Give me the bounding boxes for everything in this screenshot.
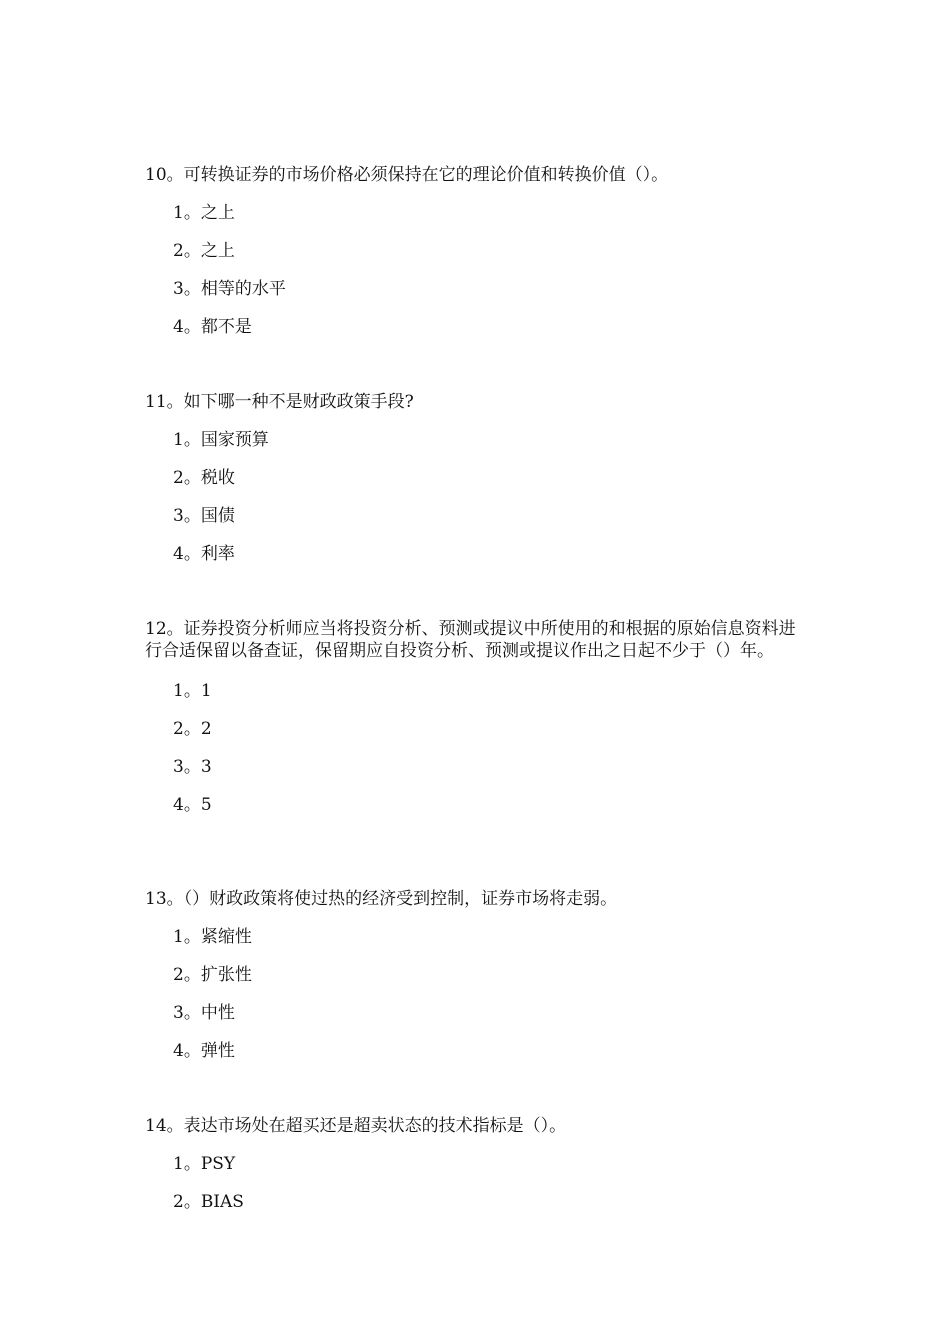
option-list — [145, 926, 805, 1062]
option-item: 4。利率 — [173, 544, 235, 564]
option-list — [145, 1153, 805, 1213]
option-item: 2。税收 — [173, 468, 235, 488]
question-text: 11。如下哪一种不是财政政策手段? — [145, 392, 414, 412]
option-item: 3。国债 — [173, 506, 235, 526]
question-11 — [145, 391, 805, 565]
option-item: 2。2 — [173, 719, 212, 739]
question-14 — [145, 1115, 805, 1213]
question-13 — [145, 888, 805, 1062]
option-item: 1。PSY — [173, 1154, 236, 1174]
option-item: 1。1 — [173, 681, 212, 701]
option-item: 2。BIAS — [173, 1192, 244, 1212]
question-12 — [145, 618, 805, 816]
question-text: 14。表达市场处在超买还是超卖状态的技术指标是（）。 — [145, 1116, 567, 1136]
option-item: 3。中性 — [173, 1003, 235, 1023]
question-text: 13。（）财政政策将使过热的经济受到控制，证券市场将走弱。 — [145, 889, 618, 909]
option-item: 2。之上 — [173, 241, 235, 261]
option-item: 1。之上 — [173, 203, 235, 223]
option-item: 3。3 — [173, 757, 212, 777]
option-item: 1。紧缩性 — [173, 927, 252, 947]
option-item: 1。国家预算 — [173, 430, 269, 450]
question-10 — [145, 164, 805, 338]
option-item: 2。扩张性 — [173, 965, 252, 985]
option-list — [145, 680, 805, 816]
option-item: 4。弹性 — [173, 1041, 235, 1061]
option-item: 3。相等的水平 — [173, 279, 286, 299]
option-item: 4。都不是 — [173, 317, 252, 337]
option-list — [145, 202, 805, 338]
option-list — [145, 429, 805, 565]
option-item: 4。5 — [173, 795, 212, 815]
question-text: 10。可转换证券的市场价格必须保持在它的理论价值和转换价值（）。 — [145, 165, 669, 185]
question-text: 12。证券投资分析师应当将投资分析、预测或提议中所使用的和根据的原始信息资料进行合适保留以备查证，保留期应自投资分析、预测或提议作出之日起不少于（）年。 — [145, 619, 796, 661]
